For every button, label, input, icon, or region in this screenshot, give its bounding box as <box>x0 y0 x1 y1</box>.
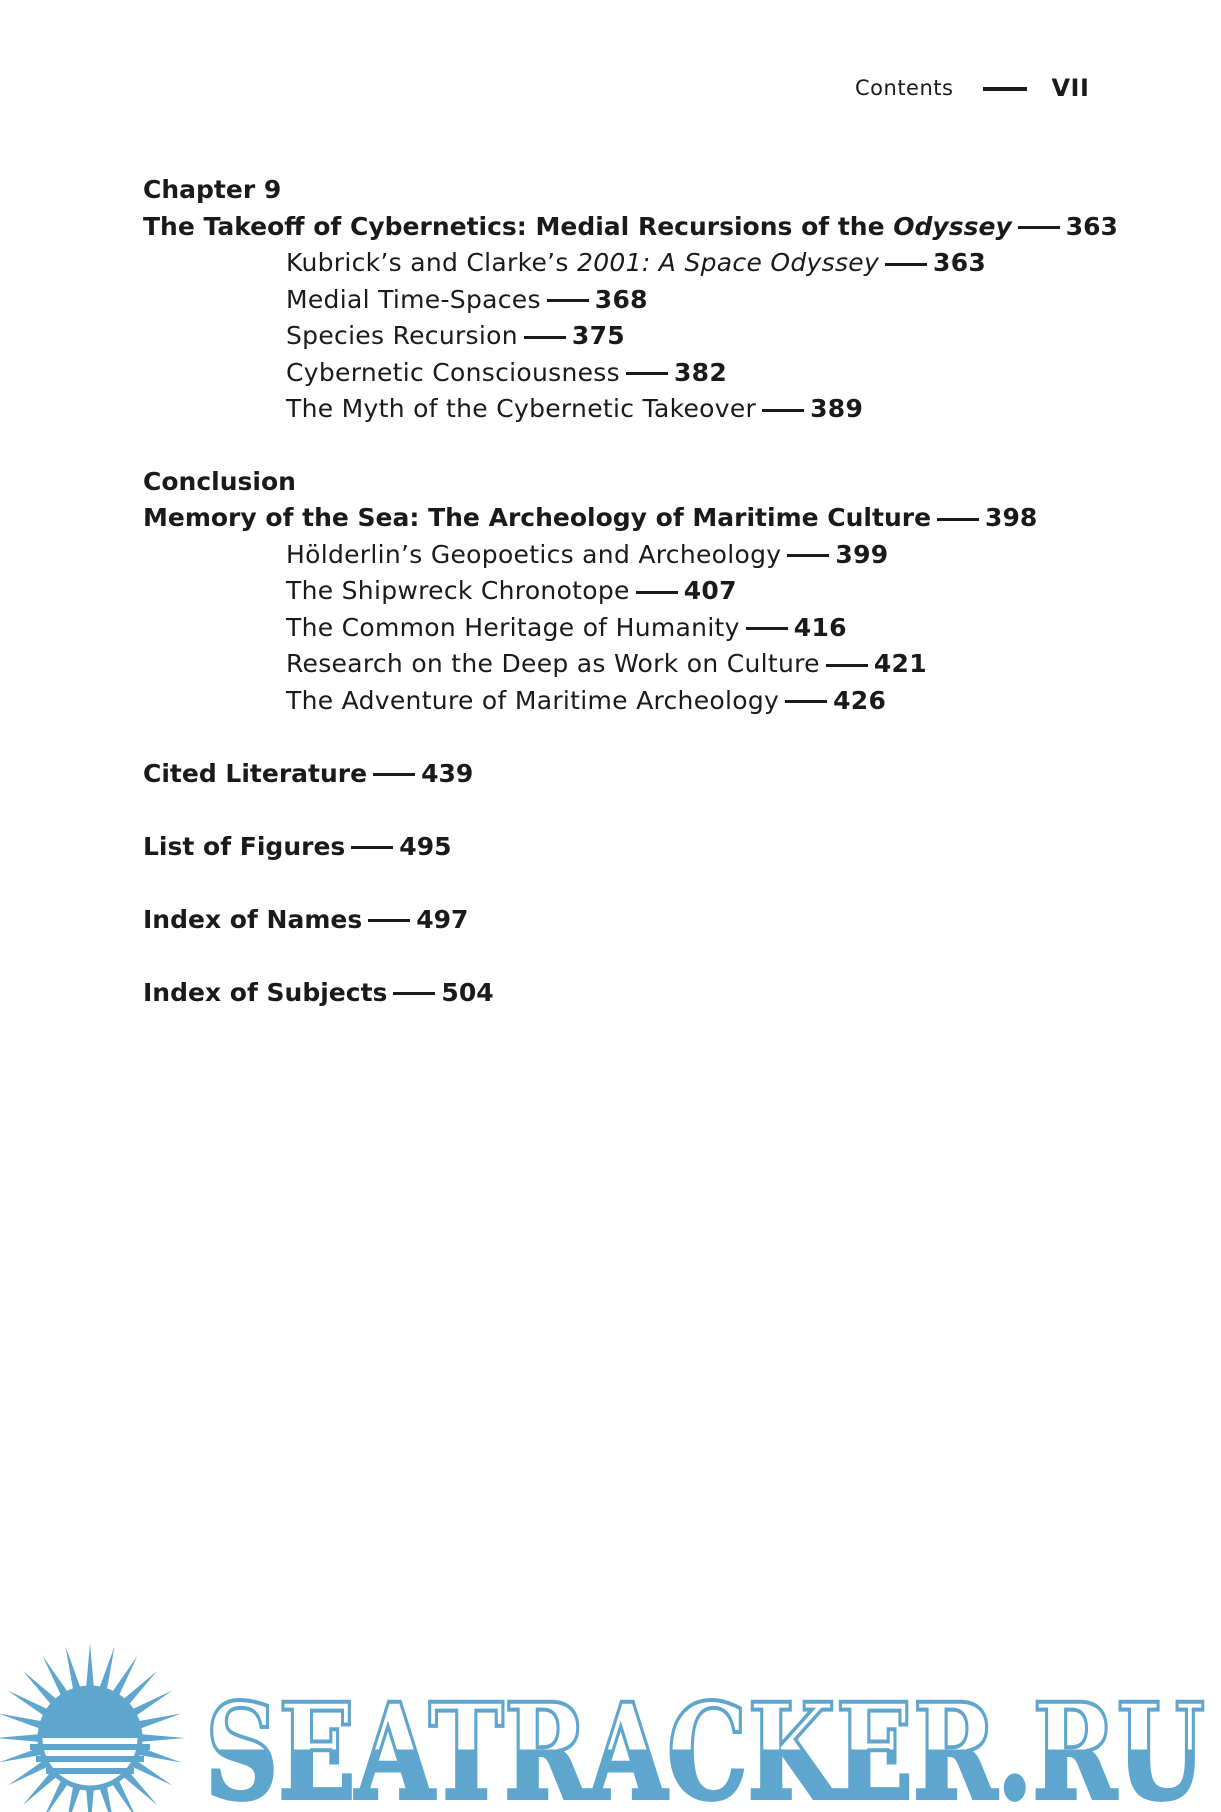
toc-subentry[interactable] <box>143 245 1143 282</box>
toc-subentry[interactable] <box>143 610 1143 647</box>
sun-ray <box>8 1761 47 1786</box>
running-head-section: Contents <box>855 76 954 100</box>
leader-dash <box>785 700 827 703</box>
watermark-text: SEATRACKER.RU <box>205 1675 1205 1812</box>
sun-ray <box>65 1787 80 1812</box>
sun-ray <box>86 1643 93 1686</box>
sun-ray <box>133 1691 172 1716</box>
leader-dash <box>636 591 678 594</box>
subentry-title: Medial Time-Spaces <box>286 284 541 314</box>
leader-dash <box>1018 226 1060 229</box>
subentry-title: Hölderlin’s Geopoetics and Archeology <box>286 539 782 569</box>
sun-ray <box>100 1787 115 1812</box>
sun-ray <box>0 1713 41 1728</box>
leader-dash <box>393 992 435 995</box>
table-of-contents <box>143 172 1143 1011</box>
leader-dash <box>626 372 668 375</box>
sun-ray <box>65 1646 80 1689</box>
subentry-title: The Adventure of Maritime Archeology <box>286 685 780 715</box>
leader-dash <box>368 919 410 922</box>
subentry-title: Species Recursion <box>286 321 518 350</box>
leader-dash <box>524 336 566 339</box>
toc-subentry[interactable] <box>143 318 1143 355</box>
sun-ray <box>124 1671 157 1704</box>
running-head-page-number: VII <box>1051 74 1090 102</box>
page-number: 426 <box>833 685 887 715</box>
page-number: 363 <box>1065 211 1118 241</box>
subentry-title: The Common Heritage of Humanity <box>286 612 740 642</box>
sun-ray <box>86 1790 93 1812</box>
sun-ray <box>124 1772 157 1805</box>
subentry-title: Kubrick’s and Clarke’s 2001: A Space Odyssey <box>286 248 880 277</box>
page-number: 389 <box>810 394 864 423</box>
subentry-title: The Myth of the Cybernetic Takeover <box>286 394 757 423</box>
sun-ray <box>23 1671 56 1704</box>
sun-ray <box>43 1781 68 1812</box>
leader-dash <box>787 554 829 557</box>
sun-ray <box>0 1748 41 1763</box>
watermark-graphic <box>0 1640 1221 1812</box>
toc-subentry[interactable] <box>143 683 1143 720</box>
back-matter-title: Index of Names <box>143 904 363 934</box>
back-matter-title: List of Figures <box>143 831 346 861</box>
sun-ray <box>100 1646 115 1689</box>
page-number: 375 <box>571 321 625 350</box>
subentry-title: The Shipwreck Chronotope <box>286 576 630 605</box>
running-head <box>855 74 1089 102</box>
chapter-label: Chapter 9 <box>143 175 282 204</box>
conclusion-title: Memory of the Sea: The Archeology of Maritime Culture <box>143 503 932 532</box>
leader-dash <box>826 664 868 667</box>
toc-subentry[interactable] <box>143 646 1143 683</box>
sun-ray <box>142 1734 185 1741</box>
page-number: 368 <box>594 284 648 314</box>
sun-ray <box>139 1713 182 1728</box>
back-matter-entry[interactable] <box>143 902 1143 939</box>
page-number: 421 <box>873 649 927 678</box>
subentry-title: Cybernetic Consciousness <box>286 357 620 387</box>
toc-subentry[interactable] <box>143 391 1143 428</box>
back-matter-entry[interactable] <box>143 975 1143 1012</box>
chapter-title: The Takeoff of Cybernetics: Medial Recursions of the Odyssey <box>143 211 1012 241</box>
page-number: 439 <box>421 758 474 788</box>
back-matter-entry[interactable] <box>143 756 1143 793</box>
sun-ray <box>113 1781 138 1812</box>
page-number: 495 <box>399 831 452 861</box>
sun-logo-icon <box>0 1643 185 1812</box>
page-number: 363 <box>933 248 987 277</box>
sun-ray <box>0 1734 38 1741</box>
leader-dash <box>885 263 927 266</box>
toc-subentry[interactable] <box>143 573 1143 610</box>
leader-dash <box>937 518 979 521</box>
sun-ray <box>23 1772 56 1805</box>
chapter-title-entry[interactable] <box>143 209 1143 246</box>
leader-dash <box>762 409 804 412</box>
back-matter-entry[interactable] <box>143 829 1143 866</box>
toc-subentry[interactable] <box>143 537 1143 574</box>
leader-dash <box>373 773 415 776</box>
sun-ray <box>133 1761 172 1786</box>
running-head-dash <box>983 87 1027 91</box>
toc-subentry[interactable] <box>143 282 1143 319</box>
page-number: 407 <box>683 576 737 605</box>
sun-ray <box>139 1748 182 1763</box>
leader-dash <box>547 299 589 302</box>
leader-dash <box>746 627 788 630</box>
back-matter-title: Cited Literature <box>143 758 368 788</box>
page-number: 497 <box>416 904 469 934</box>
subentry-title: Research on the Deep as Work on Culture <box>286 649 820 678</box>
page-number: 416 <box>793 612 847 642</box>
page-number: 398 <box>985 503 1038 532</box>
back-matter-title: Index of Subjects <box>143 977 388 1007</box>
page-number: 382 <box>673 357 728 387</box>
toc-subentry[interactable] <box>143 355 1143 392</box>
conclusion-label: Conclusion <box>143 466 296 496</box>
seatracker-watermark <box>0 1640 1221 1812</box>
sun-ray <box>113 1656 138 1695</box>
page-number: 399 <box>835 539 889 569</box>
sun-ray <box>8 1691 47 1716</box>
conclusion-title-entry[interactable] <box>143 500 1143 537</box>
page-number: 504 <box>441 977 494 1007</box>
sun-ray <box>43 1656 68 1695</box>
leader-dash <box>351 846 393 849</box>
